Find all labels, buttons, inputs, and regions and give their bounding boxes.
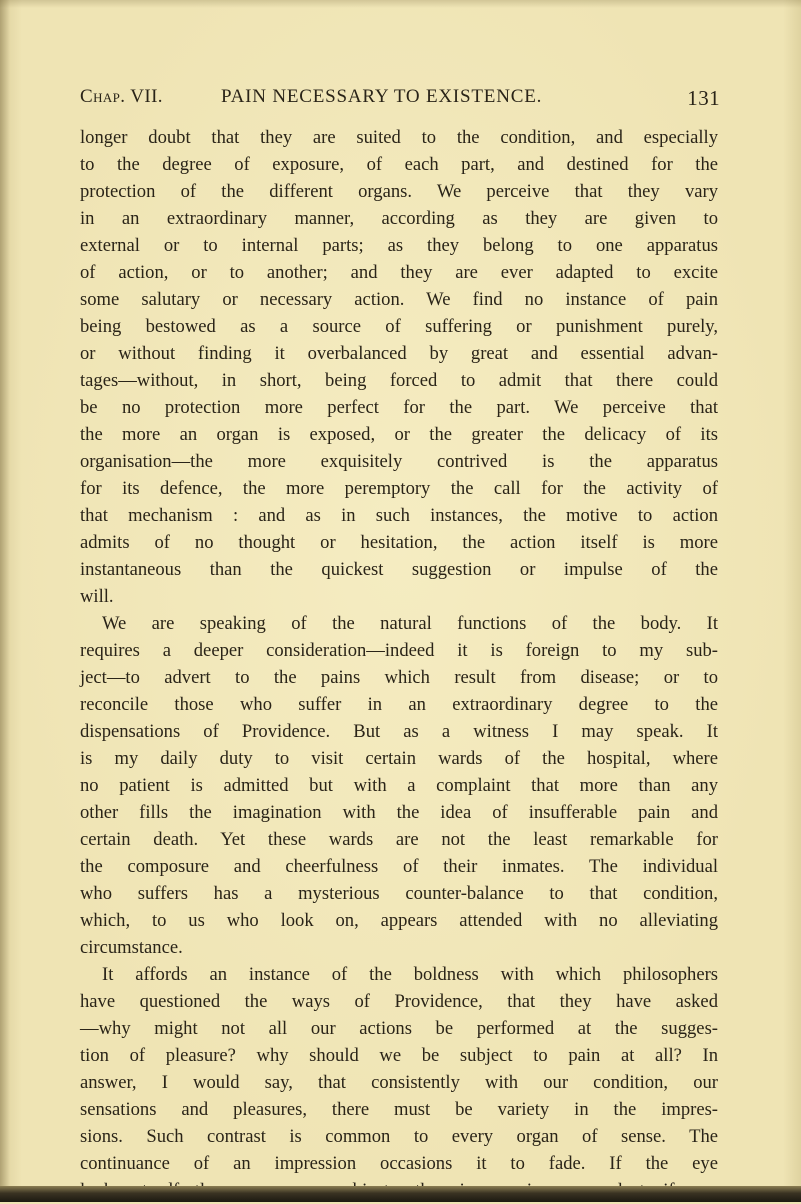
text-line: protection of the different organs. We perceive that they vary: [80, 181, 718, 202]
text-line: instantaneous than the quickest suggestion or impulse of the: [80, 559, 718, 580]
text-line: longer doubt that they are suited to the condition, and especially: [80, 127, 718, 148]
text-line: sions. Such contrast is common to every organ of sense. The: [80, 1126, 718, 1147]
text-line: that mechanism : and as in such instances, the motive to action: [80, 505, 718, 526]
text-line: continuance of an impression occasions it to fade. If the eye: [80, 1153, 718, 1174]
body-text: [80, 124, 718, 1204]
text-line: sensations and pleasures, there must be variety in the impres-: [80, 1099, 718, 1120]
page-number: 131: [687, 86, 720, 110]
text-line: is my daily duty to visit certain wards of the hospital, where: [80, 748, 718, 769]
text-line: external or to internal parts; as they belong to one apparatus: [80, 235, 718, 256]
text-line: requires a deeper consideration—indeed it is foreign to my sub-: [80, 640, 718, 661]
text-line: certain death. Yet these wards are not the least remarkable for: [80, 829, 718, 850]
text-line: being bestowed as a source of suffering or punishment purely,: [80, 316, 718, 337]
text-line: or without finding it overbalanced by great and essential advan-: [80, 343, 718, 364]
running-header: [80, 86, 720, 116]
bottom-page-edge: [0, 1186, 801, 1202]
text-line: circumstance.: [80, 937, 183, 958]
text-line: for its defence, the more peremptory the call for the activity of: [80, 478, 718, 499]
text-line: some salutary or necessary action. We find no instance of pain: [80, 289, 718, 310]
text-line: the composure and cheerfulness of their inmates. The individual: [80, 856, 718, 877]
text-line: of action, or to another; and they are ever adapted to excite: [80, 262, 718, 283]
text-line: —why might not all our actions be performed at the sugges-: [80, 1018, 718, 1039]
text-line: tion of pleasure? why should we be subject to pain at all? In: [80, 1045, 718, 1066]
text-line: will.: [80, 586, 114, 607]
text-line: reconcile those who suffer in an extraordinary degree to the: [80, 694, 718, 715]
text-line: answer, I would say, that consistently with our condition, our: [80, 1072, 718, 1093]
text-line: dispensations of Providence. But as a witness I may speak. It: [80, 721, 718, 742]
text-line: It affords an instance of the boldness with which philosophers: [102, 964, 718, 985]
top-edge-shadow: [0, 0, 801, 8]
text-line: other fills the imagination with the idea of insufferable pain and: [80, 802, 718, 823]
text-line: no patient is admitted but with a complaint that more than any: [80, 775, 718, 796]
text-line: in an extraordinary manner, according as they are given to: [80, 208, 718, 229]
text-line: the more an organ is exposed, or the greater the delicacy of its: [80, 424, 718, 445]
text-line: organisation—the more exquisitely contrived is the apparatus: [80, 451, 718, 472]
text-line: be no protection more perfect for the part. We perceive that: [80, 397, 718, 418]
text-line: We are speaking of the natural functions of the body. It: [102, 613, 718, 634]
chapter-label: Chap. VII.: [80, 86, 163, 107]
text-line: to the degree of exposure, of each part, and destined for the: [80, 154, 718, 175]
gutter-shadow: [0, 0, 10, 1202]
text-line: have questioned the ways of Providence, that they have asked: [80, 991, 718, 1012]
text-line: ject—to advert to the pains which result from disease; or to: [80, 667, 718, 688]
text-line: which, to us who look on, appears attended with no alleviating: [80, 910, 718, 931]
running-title: PAIN NECESSARY TO EXISTENCE.: [221, 86, 543, 107]
text-line: tages—without, in short, being forced to admit that there could: [80, 370, 718, 391]
text-line: admits of no thought or hesitation, the action itself is more: [80, 532, 718, 553]
text-line: who suffers has a mysterious counter-balance to that condition,: [80, 883, 718, 904]
